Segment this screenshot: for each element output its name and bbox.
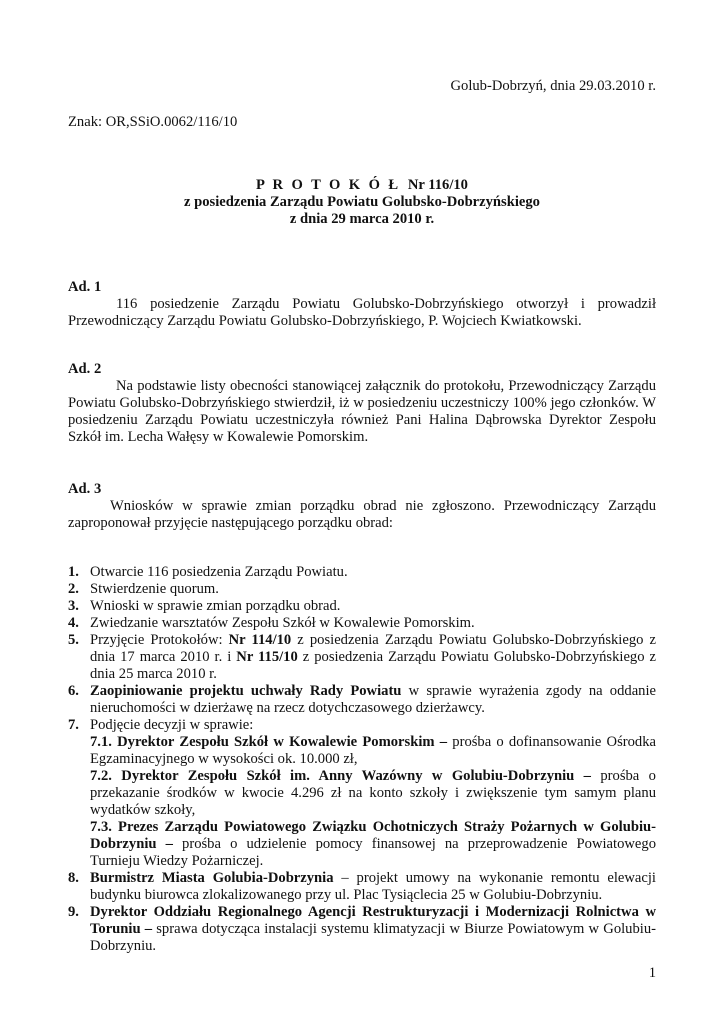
section-ad1 bbox=[68, 279, 656, 330]
section-ad3 bbox=[68, 481, 656, 532]
agenda-item-8: 8. Burmistrz Miasta Golubia-Dobrzynia – projekt umowy na wykonanie remontu elewacji budynku biurowca zlokalizowanego przy ul. Plac Tysiąclecia 25 w Golubiu-Dobrzyniu. bbox=[68, 870, 656, 903]
agenda-item-6: 6. Zaopiniowanie projektu uchwały Rady Powiatu w sprawie wyrażenia zgody na oddanie nieruchomości w dzierżawę na rzecz dotychczasowego dzierżawcy. bbox=[68, 683, 656, 716]
title-number: Nr 116/10 bbox=[407, 177, 468, 193]
agenda-item-4: 4. Zwiedzanie warsztatów Zespołu Szkół w Kowalewie Pomorskim. bbox=[68, 615, 475, 631]
agenda-list bbox=[68, 564, 656, 955]
ad3-heading: Ad. 3 bbox=[68, 481, 102, 497]
agenda-subitem-7-3: 7.3. Prezes Zarządu Powiatowego Związku Ochotniczych Straży Pożarnych w Golubiu-Dobrzyniu – prośba o udzielenie pomocy finansowej na przeprowadzenie Powiatowego Turnieju Wiedzy Pożarniczej. bbox=[90, 819, 657, 869]
title-date: z dnia 29 marca 2010 r. bbox=[289, 211, 435, 227]
agenda-item-5: 5. Przyjęcie Protokołów: Nr 114/10 z posiedzenia Zarządu Powiatu Golubsko-Dobrzyńskiego z dnia 17 marca 2010 r. i Nr 115/10 z posiedzenia Zarządu Powiatu Golubsko-Dobrzyńskiego z dnia 25 marca 2010 r. bbox=[68, 632, 656, 682]
reference-sign: Znak: OR,SSiO.0062/116/10 bbox=[68, 114, 238, 130]
document-title bbox=[0, 177, 724, 228]
title-protocol: P R O T O K Ó Ł bbox=[256, 177, 401, 193]
title-subtitle: z posiedzenia Zarządu Powiatu Golubsko-Dobrzyńskiego bbox=[184, 194, 540, 210]
agenda-item-3: 3. Wnioski w sprawie zmian porządku obrad. bbox=[68, 598, 341, 614]
place-date: Golub-Dobrzyń, dnia 29.03.2010 r. bbox=[450, 78, 656, 94]
agenda-subitem-7-2: 7.2. Dyrektor Zespołu Szkół im. Anny Wazówny w Golubiu-Dobrzyniu – prośba o przekazanie środków w kwocie 4.296 zł na konto szkoły i zwiększenie tym samym planu wydatków szkoły, bbox=[90, 768, 656, 818]
ad1-heading: Ad. 1 bbox=[68, 279, 102, 295]
ad2-text: Na podstawie listy obecności stanowiącej załącznik do protokołu, Przewodniczący Zarządu Powiatu Golubsko-Dobrzyńskiego stwierdził, iż w posiedzeniu uczestniczy 100% jego członków. W posiedzeniu Zarządu Powiatu uczestniczyła również Pani Halina Dąbrowska Dyrektor Zespołu Szkół im. Lecha Wałęsy w Kowalewie Pomorskim. bbox=[68, 378, 656, 445]
section-ad2 bbox=[68, 361, 656, 446]
ad1-text: 116 posiedzenie Zarządu Powiatu Golubsko-Dobrzyńskiego otworzył i prowadził Przewodniczący Zarządu Powiatu Golubsko-Dobrzyńskiego, P. Wojciech Kwiatkowski. bbox=[68, 296, 656, 329]
agenda-subitem-7-1: 7.1. Dyrektor Zespołu Szkół w Kowalewie Pomorskim – prośba o dofinansowanie Ośrodka Egzaminacyjnego w wysokości ok. 10.000 zł, bbox=[90, 734, 656, 767]
agenda-item-1: 1. Otwarcie 116 posiedzenia Zarządu Powiatu. bbox=[68, 564, 348, 580]
agenda-item-9: 9. Dyrektor Oddziału Regionalnego Agencji Restrukturyzacji i Modernizacji Rolnictwa w Toruniu – sprawa dotycząca instalacji systemu klimatyzacji w Biurze Powiatowym w Golubiu-Dobrzyniu. bbox=[68, 904, 656, 954]
agenda-item-7: 7. Podjęcie decyzji w sprawie: bbox=[68, 717, 254, 733]
ad2-heading: Ad. 2 bbox=[68, 361, 102, 377]
agenda-item-2: 2. Stwierdzenie quorum. bbox=[68, 581, 219, 597]
page-number: 1 bbox=[648, 965, 656, 981]
ad3-text: Wniosków w sprawie zmian porządku obrad nie zgłoszono. Przewodniczący Zarządu zaproponował przyjęcie następującego porządku obrad: bbox=[68, 498, 656, 531]
